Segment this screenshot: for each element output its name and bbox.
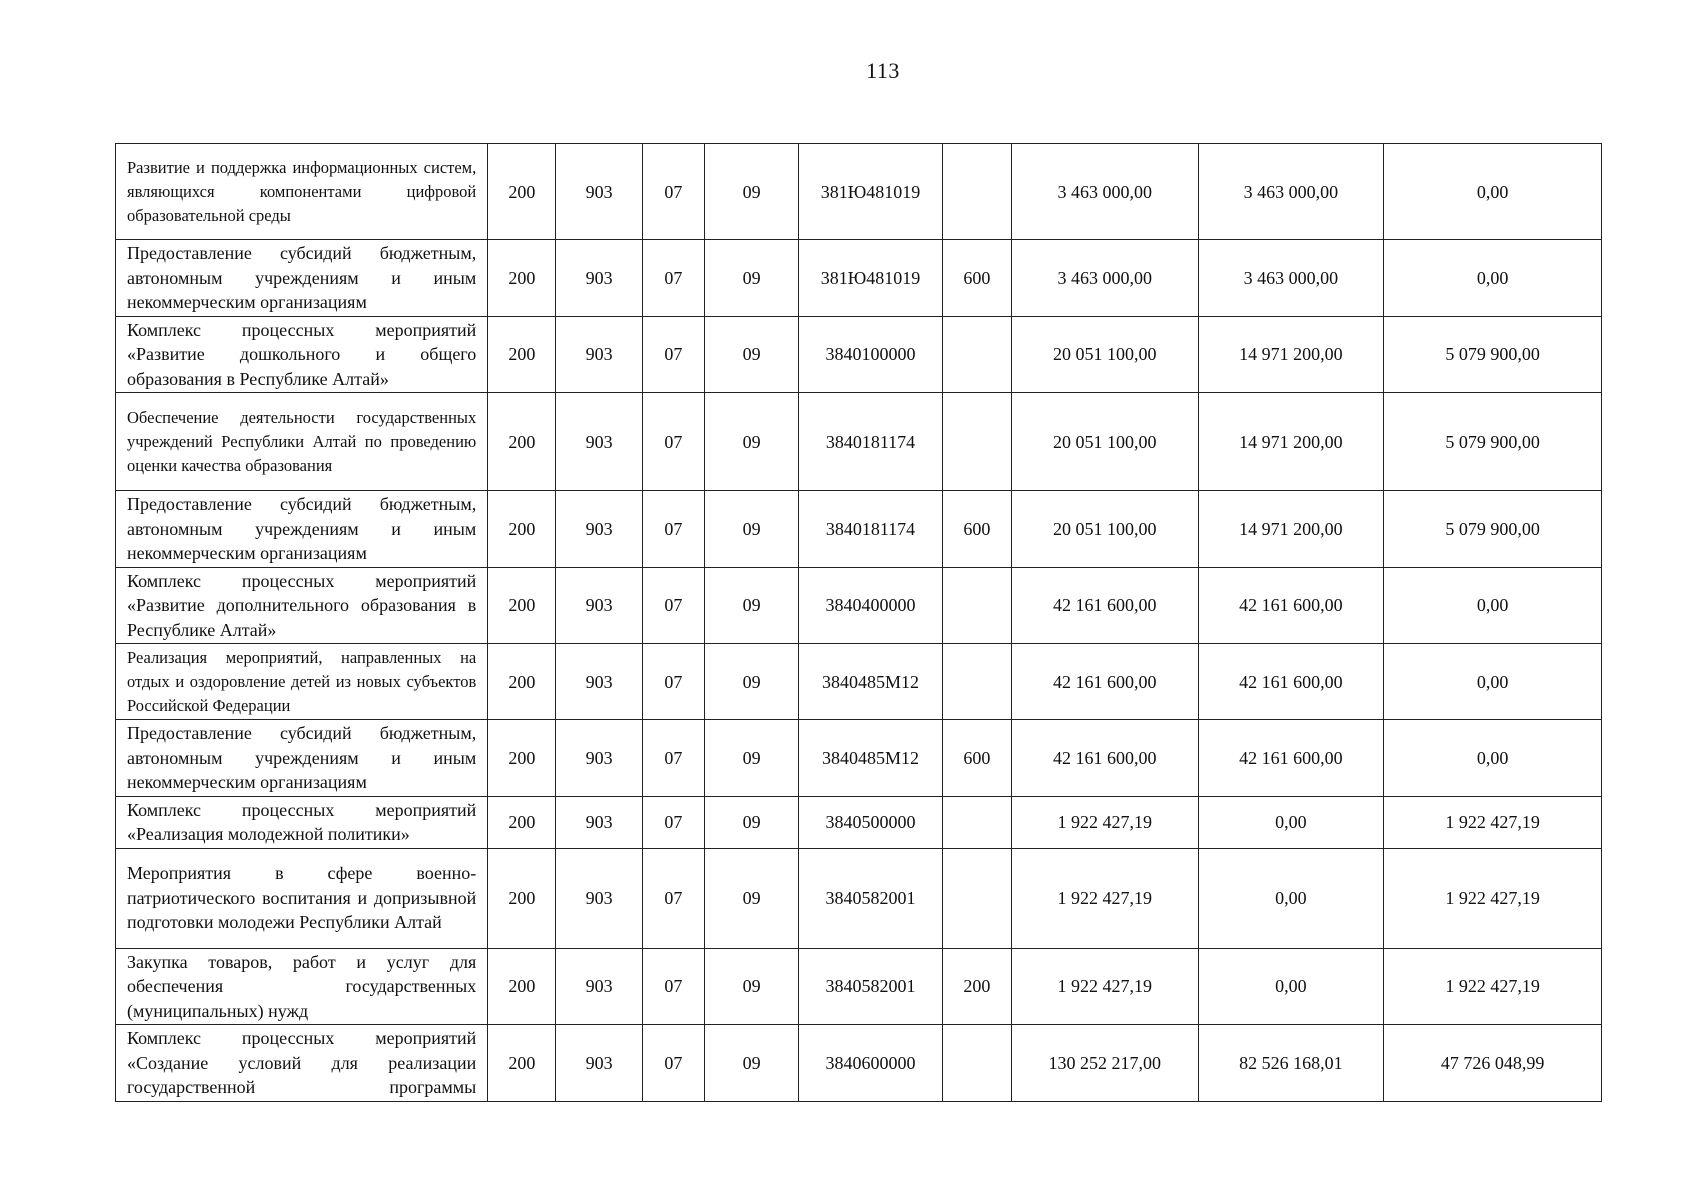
table-row xyxy=(116,567,1602,644)
row-v3: 0,00 xyxy=(1384,240,1602,317)
row-code: 3840100000 xyxy=(799,316,942,393)
row-c3: 07 xyxy=(642,316,704,393)
row-c4: 09 xyxy=(704,720,798,797)
row-total: 130 252 217,00 xyxy=(1011,1025,1198,1102)
row-code: 3840500000 xyxy=(799,796,942,848)
row-v2: 82 526 168,01 xyxy=(1198,1025,1384,1102)
row-total: 42 161 600,00 xyxy=(1011,644,1198,720)
row-c4: 09 xyxy=(704,948,798,1025)
row-name: Комплекс процессных мероприятий «Реализация молодежной политики» xyxy=(116,796,488,848)
table-row xyxy=(116,316,1602,393)
row-total: 1 922 427,19 xyxy=(1011,848,1198,948)
row-name: Развитие и поддержка информационных систем, являющихся компонентами цифровой образовательной среды xyxy=(116,144,488,240)
row-v3: 1 922 427,19 xyxy=(1384,796,1602,848)
row-c2: 903 xyxy=(556,948,642,1025)
table-row xyxy=(116,240,1602,317)
table-row xyxy=(116,144,1602,240)
table-row xyxy=(116,393,1602,491)
row-vr xyxy=(942,316,1011,393)
table-row xyxy=(116,948,1602,1025)
row-code: 3840485М12 xyxy=(799,644,942,720)
row-code: 3840582001 xyxy=(799,948,942,1025)
row-c2: 903 xyxy=(556,1025,642,1102)
row-code: 381Ю481019 xyxy=(799,144,942,240)
row-v3: 1 922 427,19 xyxy=(1384,948,1602,1025)
row-c3: 07 xyxy=(642,848,704,948)
row-v2: 0,00 xyxy=(1198,796,1384,848)
row-c1: 200 xyxy=(488,644,556,720)
row-c1: 200 xyxy=(488,567,556,644)
row-c4: 09 xyxy=(704,567,798,644)
row-c4: 09 xyxy=(704,848,798,948)
row-c3: 07 xyxy=(642,644,704,720)
row-name: Комплекс процессных мероприятий «Развитие дошкольного и общего образования в Республике Алтай» xyxy=(116,316,488,393)
row-c1: 200 xyxy=(488,1025,556,1102)
table-row xyxy=(116,491,1602,568)
row-c3: 07 xyxy=(642,948,704,1025)
row-code: 3840181174 xyxy=(799,393,942,491)
row-c4: 09 xyxy=(704,491,798,568)
row-total: 20 051 100,00 xyxy=(1011,491,1198,568)
row-c1: 200 xyxy=(488,491,556,568)
table-row xyxy=(116,848,1602,948)
row-c3: 07 xyxy=(642,720,704,797)
row-vr xyxy=(942,644,1011,720)
row-total: 42 161 600,00 xyxy=(1011,567,1198,644)
row-total: 20 051 100,00 xyxy=(1011,393,1198,491)
row-total: 3 463 000,00 xyxy=(1011,240,1198,317)
row-c1: 200 xyxy=(488,144,556,240)
row-name: Предоставление субсидий бюджетным, автономным учреждениям и иным некоммерческим организациям xyxy=(116,240,488,317)
row-code: 3840600000 xyxy=(799,1025,942,1102)
row-v2: 42 161 600,00 xyxy=(1198,644,1384,720)
row-name: Предоставление субсидий бюджетным, автономным учреждениям и иным некоммерческим организациям xyxy=(116,491,488,568)
row-c4: 09 xyxy=(704,1025,798,1102)
row-c2: 903 xyxy=(556,144,642,240)
row-c4: 09 xyxy=(704,393,798,491)
row-c3: 07 xyxy=(642,567,704,644)
row-c3: 07 xyxy=(642,393,704,491)
row-c1: 200 xyxy=(488,720,556,797)
row-c3: 07 xyxy=(642,240,704,317)
row-v2: 14 971 200,00 xyxy=(1198,491,1384,568)
row-code: 3840400000 xyxy=(799,567,942,644)
row-v3: 5 079 900,00 xyxy=(1384,491,1602,568)
row-total: 3 463 000,00 xyxy=(1011,144,1198,240)
row-v3: 0,00 xyxy=(1384,644,1602,720)
row-c1: 200 xyxy=(488,948,556,1025)
row-c2: 903 xyxy=(556,796,642,848)
row-total: 42 161 600,00 xyxy=(1011,720,1198,797)
row-name: Реализация мероприятий, направленных на отдых и оздоровление детей из новых субъектов Российской Федерации xyxy=(116,644,488,720)
row-v3: 5 079 900,00 xyxy=(1384,393,1602,491)
row-vr: 200 xyxy=(942,948,1011,1025)
row-c1: 200 xyxy=(488,316,556,393)
row-c2: 903 xyxy=(556,491,642,568)
row-c1: 200 xyxy=(488,393,556,491)
row-v3: 47 726 048,99 xyxy=(1384,1025,1602,1102)
row-c2: 903 xyxy=(556,848,642,948)
row-code: 381Ю481019 xyxy=(799,240,942,317)
row-total: 20 051 100,00 xyxy=(1011,316,1198,393)
row-v3: 1 922 427,19 xyxy=(1384,848,1602,948)
row-v3: 0,00 xyxy=(1384,720,1602,797)
table-row xyxy=(116,1025,1602,1102)
row-total: 1 922 427,19 xyxy=(1011,796,1198,848)
row-v2: 3 463 000,00 xyxy=(1198,240,1384,317)
row-c3: 07 xyxy=(642,796,704,848)
row-c2: 903 xyxy=(556,720,642,797)
row-c2: 903 xyxy=(556,316,642,393)
row-v2: 0,00 xyxy=(1198,948,1384,1025)
row-vr: 600 xyxy=(942,240,1011,317)
row-c1: 200 xyxy=(488,848,556,948)
row-c3: 07 xyxy=(642,1025,704,1102)
table-row xyxy=(116,796,1602,848)
row-c3: 07 xyxy=(642,491,704,568)
row-v2: 14 971 200,00 xyxy=(1198,316,1384,393)
row-vr: 600 xyxy=(942,720,1011,797)
page-number: 113 xyxy=(866,58,900,83)
row-vr xyxy=(942,848,1011,948)
row-vr: 600 xyxy=(942,491,1011,568)
row-c2: 903 xyxy=(556,644,642,720)
row-v3: 0,00 xyxy=(1384,144,1602,240)
row-vr xyxy=(942,796,1011,848)
row-name: Закупка товаров, работ и услуг для обеспечения государственных (муниципальных) нужд xyxy=(116,948,488,1025)
table-row xyxy=(116,644,1602,720)
row-vr xyxy=(942,144,1011,240)
row-c2: 903 xyxy=(556,393,642,491)
row-c1: 200 xyxy=(488,796,556,848)
row-name: Комплекс процессных мероприятий «Создание условий для реализации государственной программы xyxy=(116,1025,488,1102)
row-v3: 5 079 900,00 xyxy=(1384,316,1602,393)
row-c4: 09 xyxy=(704,796,798,848)
row-v2: 14 971 200,00 xyxy=(1198,393,1384,491)
row-c4: 09 xyxy=(704,144,798,240)
row-c1: 200 xyxy=(488,240,556,317)
row-v3: 0,00 xyxy=(1384,567,1602,644)
row-total: 1 922 427,19 xyxy=(1011,948,1198,1025)
budget-table xyxy=(115,143,1602,1102)
row-vr xyxy=(942,1025,1011,1102)
row-c2: 903 xyxy=(556,240,642,317)
row-c2: 903 xyxy=(556,567,642,644)
row-v2: 3 463 000,00 xyxy=(1198,144,1384,240)
row-c4: 09 xyxy=(704,644,798,720)
row-name: Комплекс процессных мероприятий «Развитие дополнительного образования в Республике Алтай» xyxy=(116,567,488,644)
row-v2: 0,00 xyxy=(1198,848,1384,948)
row-v2: 42 161 600,00 xyxy=(1198,567,1384,644)
row-c3: 07 xyxy=(642,144,704,240)
row-c4: 09 xyxy=(704,240,798,317)
row-code: 3840485М12 xyxy=(799,720,942,797)
row-vr xyxy=(942,393,1011,491)
table-row xyxy=(116,720,1602,797)
row-name: Мероприятия в сфере военно-патриотического воспитания и допризывной подготовки молодежи Республики Алтай xyxy=(116,848,488,948)
row-c4: 09 xyxy=(704,316,798,393)
row-code: 3840181174 xyxy=(799,491,942,568)
row-name: Обеспечение деятельности государственных учреждений Республики Алтай по проведению оценки качества образования xyxy=(116,393,488,491)
row-vr xyxy=(942,567,1011,644)
row-v2: 42 161 600,00 xyxy=(1198,720,1384,797)
row-code: 3840582001 xyxy=(799,848,942,948)
row-name: Предоставление субсидий бюджетным, автономным учреждениям и иным некоммерческим организациям xyxy=(116,720,488,797)
